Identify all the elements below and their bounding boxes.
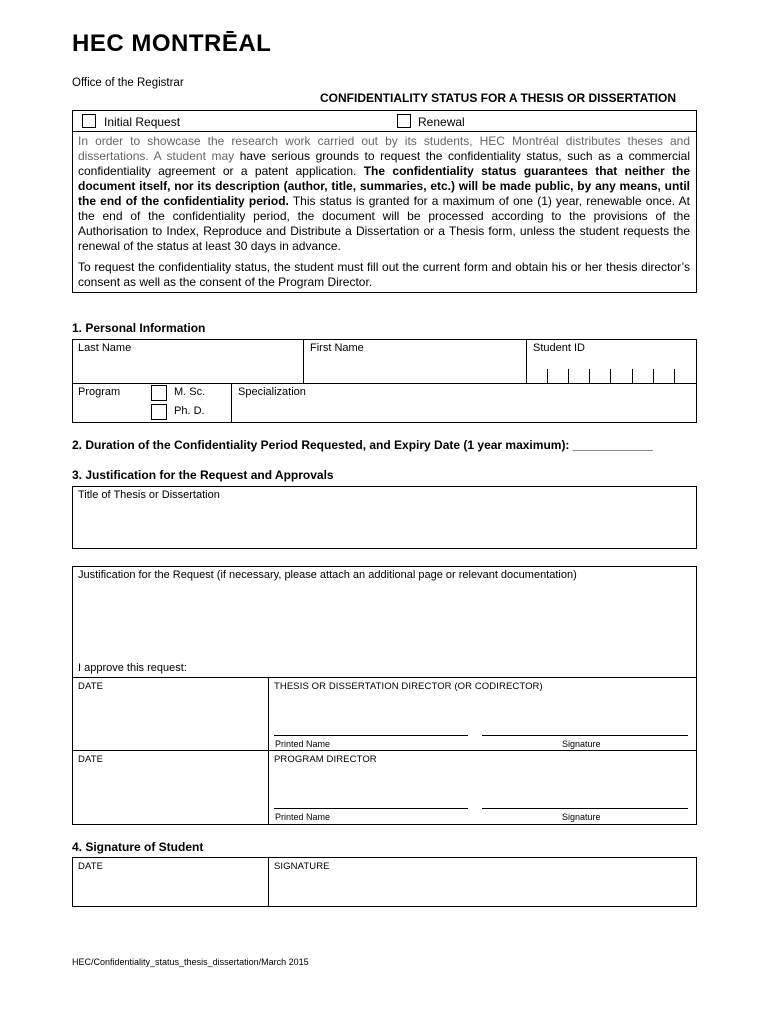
program-label: Program <box>78 386 121 398</box>
director-printed-name-line <box>274 735 468 736</box>
renewal-label: Renewal <box>418 115 465 129</box>
justification-label: Justification for the Request (if necessary, please attach an additional page or relevant documentation) <box>78 569 577 581</box>
intro-paragraph-1 <box>78 134 690 254</box>
student-signature-label: SIGNATURE <box>274 861 330 872</box>
director-printed-name-label: Printed Name <box>275 739 331 749</box>
intro-text-b: This status is granted for a maximum of one (1) year, renewable once. At the end of the confidentiality period, the document will be processed according to the provisions of the Authorisation to Index, Reproduce and Distribute a Dissertation or a Thesis form, unless the student requests the renewal of the status at least 30 days in advance. <box>78 194 690 253</box>
program-director-signature-line <box>482 808 688 809</box>
director-signature-line <box>482 735 688 736</box>
phd-checkbox[interactable] <box>151 404 167 420</box>
director-signature-label: Signature <box>562 739 601 749</box>
intro-grey-text: In order to showcase the research work carried out by its students, HEC Montréal distributes theses and dissertations. A student may <box>78 134 690 163</box>
approve-label: I approve this request: <box>78 662 187 674</box>
section1-heading: 1. Personal Information <box>72 321 206 335</box>
approval-row-divider-2 <box>72 750 697 751</box>
office-label: Office of the Registrar <box>72 77 184 89</box>
student-id-label: Student ID <box>533 342 585 354</box>
msc-label: M. Sc. <box>174 386 206 398</box>
last-name-label: Last Name <box>78 342 132 354</box>
initial-request-label: Initial Request <box>104 115 181 129</box>
program-director-printed-name-label: Printed Name <box>275 812 331 822</box>
student-id-tick <box>653 369 654 383</box>
form-footer: HEC/Confidentiality_status_thesis_dissertation/March 2015 <box>72 957 309 967</box>
section3-heading: 3. Justification for the Request and Approvals <box>72 468 334 482</box>
section4-heading: 4. Signature of Student <box>72 840 204 854</box>
request-row-divider <box>72 131 697 132</box>
student-id-tick <box>589 369 590 383</box>
intro-paragraph-2: To request the confidentiality status, the student must fill out the current form and obtain his or her thesis director’s consent as well as the consent of the Program Director. <box>78 260 690 289</box>
date-label-1: DATE <box>78 681 104 692</box>
justification-approval-table <box>72 566 697 825</box>
program-director-printed-name-line <box>274 808 468 809</box>
date-label-2: DATE <box>78 754 104 765</box>
initial-request-checkbox[interactable] <box>82 114 96 128</box>
program-spec-divider <box>231 383 232 423</box>
approval-col-divider <box>268 677 269 825</box>
student-signature-table <box>72 857 697 907</box>
phd-label: Ph. D. <box>174 405 205 417</box>
renewal-checkbox[interactable] <box>397 114 411 128</box>
msc-checkbox[interactable] <box>151 385 167 401</box>
intro-bold-text: The confidentiality status guarantees that neither the document itself, nor its description (author, title, summaries, etc.) will be made public, by any means, until the end of the confidentiality period. <box>78 164 690 208</box>
student-date-label: DATE <box>78 861 104 872</box>
hec-montreal-logo: HEC MONTRĒAL <box>72 30 272 57</box>
student-id-tick <box>547 369 548 383</box>
personal-info-row-divider <box>72 383 697 384</box>
last-first-divider <box>303 339 304 383</box>
section2-heading: 2. Duration of the Confidentiality Period Requested, and Expiry Date (1 year maximum): ____________ <box>72 438 653 452</box>
student-id-tick <box>674 369 675 383</box>
specialization-label: Specialization <box>238 386 306 398</box>
student-id-tick <box>568 369 569 383</box>
student-signature-divider <box>268 857 269 907</box>
intro-text-a: have serious grounds to request the confidentiality status, such as a commercial confidentiality agreement or a patent application. <box>78 149 690 178</box>
approval-row-divider-1 <box>72 677 697 678</box>
student-id-tick <box>610 369 611 383</box>
first-id-divider <box>526 339 527 383</box>
first-name-label: First Name <box>310 342 364 354</box>
title-of-thesis-label: Title of Thesis or Dissertation <box>78 489 220 501</box>
student-id-tick <box>632 369 633 383</box>
director-label: THESIS OR DISSERTATION DIRECTOR (OR CODIRECTOR) <box>274 681 543 692</box>
form-title: CONFIDENTIALITY STATUS FOR A THESIS OR DISSERTATION <box>320 91 677 105</box>
program-director-label: PROGRAM DIRECTOR <box>274 754 377 765</box>
program-director-signature-label: Signature <box>562 812 601 822</box>
